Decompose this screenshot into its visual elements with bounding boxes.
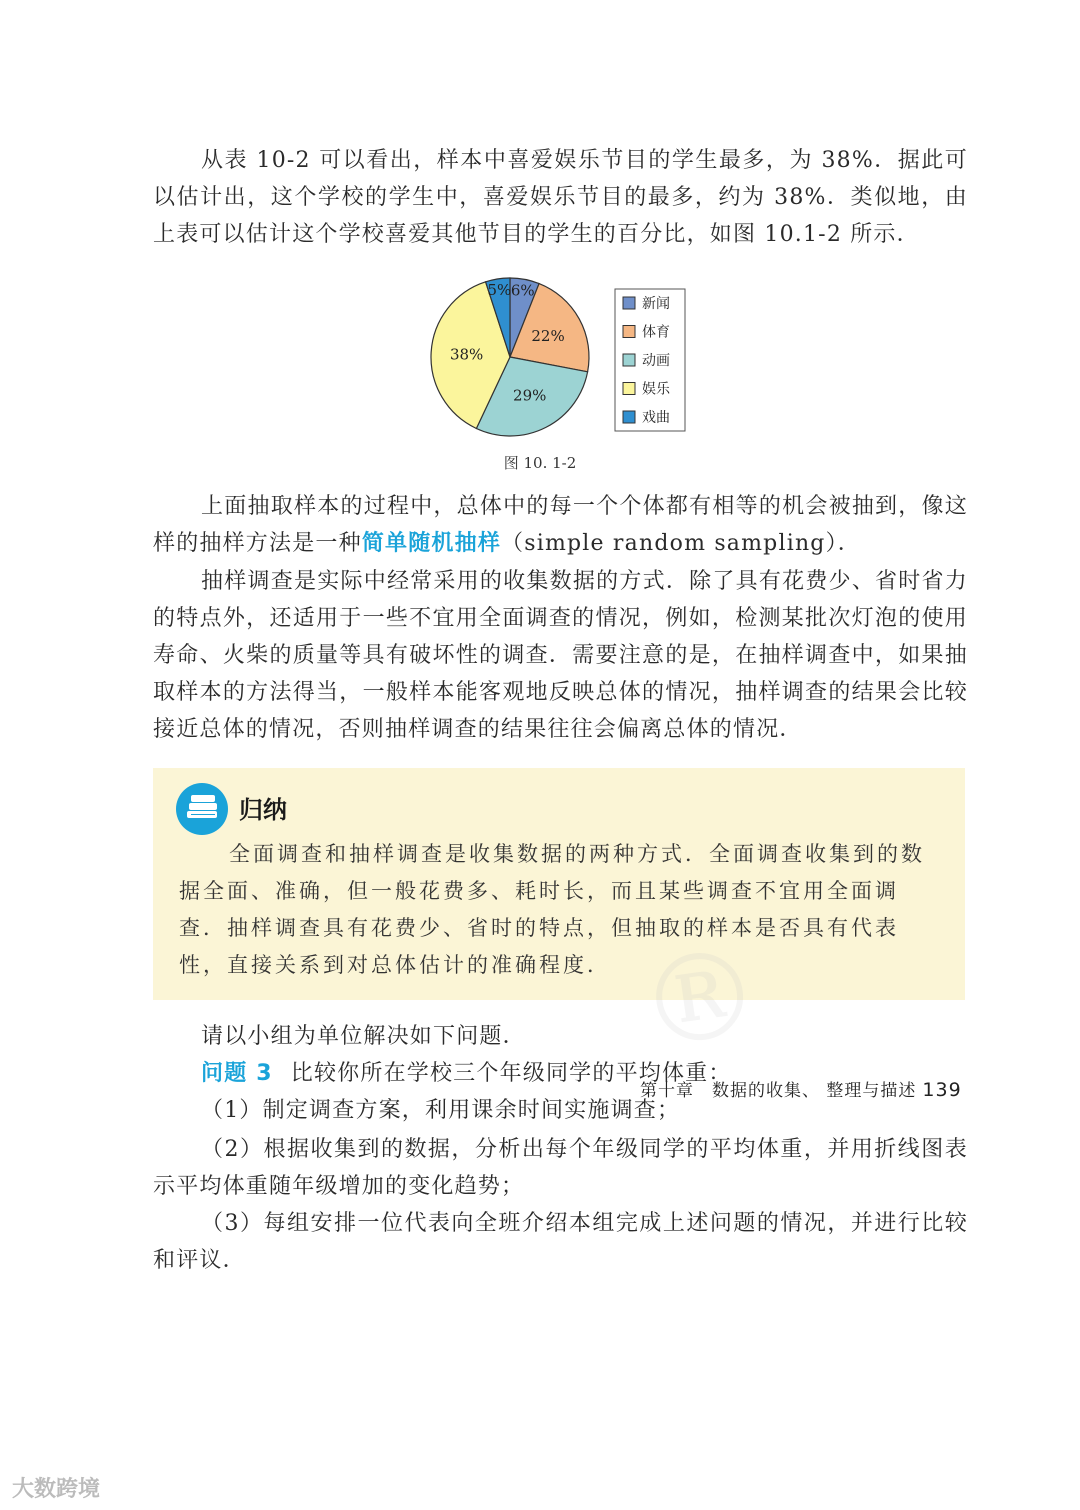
pie-label-3: 38% — [449, 345, 484, 364]
problem-item-3: （3）每组安排一位代表向全班介绍本组完成上述问题的情况，并进行比较和评议． — [153, 1211, 968, 1273]
sampling-survey-paragraph: 抽样调查是实际中经常采用的收集数据的方式．除了具有花费少、省时省力的特点外，还适用于一些不宜用全面调查的情况，例如，检测某批次灯泡的使用寿命、火柴的质量等具有破坏性的调查．需要注意的是，在抽样调查中，如果抽取样本的方法得当，一般样本能客观地反映总体的情况，抽样调查的结果会比较接近总体的情况，否则抽样调查的结果往往会偏离总体的情况． — [153, 569, 968, 742]
pie-label-0: 6% — [510, 281, 535, 300]
sampling-paragraph — [153, 488, 968, 562]
sampling-text-before: 上面抽取样本的过程中，总体中的每一个个体都有相等的机会被抽到，像这样的抽样方法是一种 — [153, 494, 968, 556]
term-simple-random-sampling: 简单随机抽样 — [361, 531, 502, 556]
pie-label-1: 22% — [531, 327, 565, 346]
legend-label-4: 戏曲 — [642, 410, 670, 426]
problem-label: 问题 3 — [201, 1061, 273, 1086]
summary-box — [153, 768, 965, 1000]
sampling-text-after: （simple random sampling）． — [501, 531, 861, 556]
legend-label-0: 新闻 — [642, 296, 670, 312]
legend-swatch-4 — [623, 411, 635, 423]
legend-swatch-2 — [623, 354, 635, 366]
problem-item-2: （2）根据收集到的数据，分析出每个年级同学的平均体重，并用折线图表示平均体重随年级增加的变化趋势； — [153, 1137, 968, 1199]
page-footer — [640, 1076, 962, 1101]
page-number: 139 — [922, 1079, 962, 1101]
group-instruction: 请以小组为单位解决如下问题． — [201, 1024, 526, 1049]
legend-swatch-0 — [623, 297, 635, 309]
legend-label-2: 动画 — [642, 353, 670, 369]
legend-swatch-3 — [623, 383, 635, 395]
book-stack-icon — [175, 782, 229, 836]
pie-label-2: 29% — [513, 386, 547, 405]
summary-text: 全面调查和抽样调查是收集数据的两种方式．全面调查收集到的数据全面、准确，但一般花费多、耗时长，而且某些调查不宜用全面调查．抽样调查具有花费少、省时的特点，但抽取的样本是否具有代表性，直接关系到对总体估计的准确程度． — [179, 842, 925, 977]
chapter-title: 第十章 数据的收集、 整理与描述 — [640, 1081, 917, 1101]
figure-caption: 图 10. 1-2 — [503, 454, 577, 472]
pie-chart — [420, 275, 700, 440]
legend-label-3: 娱乐 — [642, 381, 670, 398]
pie-label-4: 5% — [487, 280, 512, 299]
problem-item-1: （1）制定调查方案，利用课余时间实施调查； — [201, 1098, 681, 1123]
intro-paragraph: 从表 10-2 可以看出，样本中喜爱娱乐节目的学生最多，为 38%．据此可以估计出，这个学校的学生中，喜爱娱乐节目的最多，约为 38%．类似地，由上表可以估计这个学校喜爱其他节目的学生的百分比，如图 10.1-2 所示． — [153, 148, 968, 247]
legend-label-1: 体育 — [642, 324, 670, 341]
summary-title: 归纳 — [239, 796, 287, 824]
problem-text: 比较你所在学校三个年级同学的平均体重： — [290, 1061, 732, 1086]
brand-logo: 大数跨境 — [12, 1477, 101, 1502]
legend-swatch-1 — [623, 326, 635, 338]
